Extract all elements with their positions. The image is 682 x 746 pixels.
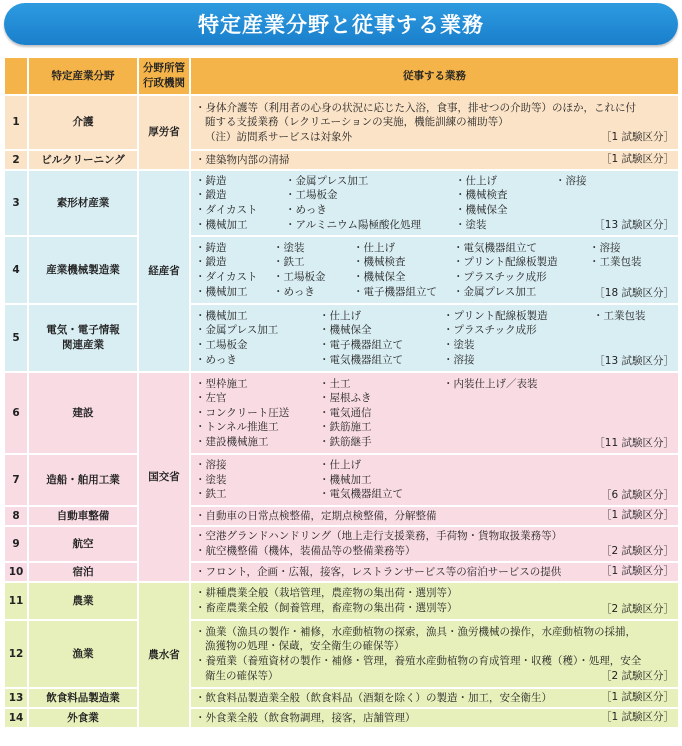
- duty-item: ・仕上げ: [319, 309, 361, 322]
- duty-line: ・自動車の日常点検整備，定期点検整備，分解整備: [195, 509, 437, 522]
- duty-line: ・身体介護等（利用者の心身の状況に応じた入浴，食事，排せつの介助等）のほか，これに付: [195, 101, 636, 114]
- duties-cell: [190, 582, 679, 620]
- duty-item: ・電気機器組立て: [319, 488, 403, 501]
- exam-count: ［2 試験区分］: [600, 603, 674, 616]
- duty-item: ・工業包装: [589, 256, 642, 269]
- duty-item: ・電気機器組立て: [319, 353, 403, 366]
- exam-count: ［1 試験区分］: [600, 509, 674, 522]
- row-number: 14: [4, 708, 28, 728]
- duty-line-with-exam: [195, 669, 674, 684]
- duty-item: ・めっき: [195, 353, 237, 366]
- table-row: [4, 562, 679, 582]
- duty-item: [593, 323, 674, 338]
- exam-count: ［1 試験区分］: [600, 565, 674, 578]
- duty-line: ・建築物内部の清掃: [195, 153, 290, 166]
- exam-count: ［1 試験区分］: [600, 691, 674, 704]
- field-name: 産業機械製造業: [28, 236, 138, 304]
- duty-line: ・耕種農業全般（栽培管理，農産物の集出荷・選別等）: [195, 587, 458, 600]
- duty-item: ・鉄工: [273, 256, 305, 269]
- duty-item: ・工場板金: [285, 189, 338, 202]
- duty-item: ・電子機器組立て: [319, 339, 403, 351]
- duty-item: [555, 203, 674, 218]
- duties-cell: [190, 304, 679, 372]
- duties-cell: [190, 708, 679, 728]
- duty-item: ・塗装: [195, 473, 227, 486]
- duty-item: ・鍛造: [195, 256, 227, 269]
- duty-item: ・プラスチック成形: [443, 324, 537, 337]
- duty-item: ・コンクリート圧送: [195, 406, 290, 419]
- table-row: [4, 170, 679, 236]
- duty-item: ・塗装: [443, 339, 475, 351]
- duty-item: ・屋根ふき: [319, 392, 372, 405]
- agency-mlit: 国交省: [138, 372, 190, 582]
- table-row: [4, 372, 679, 454]
- row-number: 7: [4, 454, 28, 506]
- header-no: [4, 57, 28, 95]
- field-name: 漁業: [28, 620, 138, 688]
- duty-item: ・工場板金: [273, 271, 326, 283]
- field-name: 飲食料品製造業: [28, 688, 138, 708]
- row-number: 8: [4, 506, 28, 526]
- field-name: 造船・舶用工業: [28, 454, 138, 506]
- duty-item: ・プラスチック成形: [453, 271, 547, 283]
- duty-item: [589, 270, 674, 285]
- duty-item: ・仕上げ: [319, 459, 361, 472]
- duty-line: 衛生の確保等）: [205, 669, 279, 682]
- page-title-bar: [4, 3, 678, 45]
- row-number: 5: [4, 304, 28, 372]
- field-name: 航空: [28, 526, 138, 562]
- duty-item: [593, 338, 674, 353]
- duty-line: 随する支援業務（レクリエーションの実施，機能訓練の補助等）: [205, 116, 509, 129]
- duty-item: ・電気通信: [319, 406, 372, 419]
- duty-item: ・プリント配線板製造: [443, 309, 548, 322]
- exam-count: ［2 試験区分］: [600, 545, 674, 558]
- duty-item: ・トンネル推進工: [195, 421, 279, 434]
- duty-item: ・金属プレス加工: [285, 174, 369, 187]
- duties-cell: [190, 526, 679, 562]
- duty-item: ・工業包装: [593, 309, 646, 322]
- duty-item: ・ダイカスト: [195, 204, 258, 216]
- duty-item: ・溶接: [555, 174, 587, 187]
- table-row: [4, 236, 679, 304]
- duties-cell: [190, 372, 679, 454]
- table-row: [4, 150, 679, 170]
- duty-line-with-exam: [195, 130, 674, 145]
- agency-mhlw: 厚労省: [138, 95, 190, 170]
- duties-cell: [190, 688, 679, 708]
- duty-item: ・溶接: [589, 241, 621, 254]
- duty-item: ・型枠施工: [195, 377, 248, 390]
- duty-line: ・養殖業（養殖資材の製作・補修・管理，養殖水産動植物の育成管理・収穫（穫）・処理，安全: [195, 655, 642, 667]
- exam-count: ［1 試験区分］: [600, 711, 674, 724]
- field-name: 宿泊: [28, 562, 138, 582]
- duties-cell: [190, 236, 679, 304]
- field-name: ビルクリーニング: [28, 150, 138, 170]
- exam-count: ［1 試験区分］: [600, 153, 674, 166]
- header-field: 特定産業分野: [28, 57, 138, 95]
- row-number: 10: [4, 562, 28, 582]
- duties-cell: [190, 95, 679, 150]
- duty-item: ・塗装: [455, 218, 487, 231]
- duty-item: ・溶接: [443, 353, 475, 366]
- row-number: 3: [4, 170, 28, 236]
- row-number: 13: [4, 688, 28, 708]
- duty-item: ・機械加工: [195, 285, 248, 298]
- duty-item: ・鋳造: [195, 174, 227, 187]
- duty-line: ・フロント，企画・広報，接客，レストランサービス等の宿泊サービスの提供: [195, 565, 562, 578]
- exam-count: ［11 試験区分］: [594, 437, 674, 450]
- duty-item: ・内装仕上げ／表装: [443, 377, 538, 390]
- duty-item: ・機械検査: [455, 189, 508, 202]
- duty-item: ・機械保全: [319, 324, 372, 337]
- duty-item: ・仕上げ: [353, 241, 395, 254]
- duty-line: ・漁業（漁具の製作・補修，水産動植物の探索，漁具・漁労機械の操作，水産動植物の採捕，: [195, 625, 636, 638]
- exam-count: ［13 試験区分］: [594, 219, 674, 232]
- duty-line: 漁獲物の処理・保蔵，安全衛生の確保等）: [205, 640, 405, 653]
- duty-item: ・溶接: [195, 459, 227, 472]
- header-duties: 従事する業務: [190, 57, 679, 95]
- duty-item: ・土工: [319, 377, 351, 390]
- field-name: 外食業: [28, 708, 138, 728]
- duty-line: ・外食業全般（飲食物調理，接客，店舗管理）: [195, 711, 416, 724]
- duty-line: ・空港グランドハンドリング（地上走行支援業務，手荷物・貨物取扱業務等）: [195, 530, 563, 543]
- duty-item: ・金属プレス加工: [453, 285, 537, 298]
- table-row: [4, 95, 679, 150]
- duties-cell: [190, 170, 679, 236]
- row-number: 12: [4, 620, 28, 688]
- table-row: [4, 304, 679, 372]
- exam-count: ［2 試験区分］: [600, 669, 674, 682]
- duty-item: ・アルミニウム陽極酸化処理: [285, 218, 421, 231]
- duty-item: ・鉄筋施工: [319, 421, 372, 434]
- duty-item: ・プリント配線板製造: [453, 256, 558, 269]
- duty-item: ・鋳造: [195, 241, 227, 254]
- duty-item: ・塗装: [273, 241, 305, 254]
- duty-line: ・飲食料品製造業全般（飲食料品（酒類を除く）の製造・加工，安全衛生）: [195, 691, 552, 704]
- industry-table: [3, 56, 680, 729]
- duties-cell: [190, 620, 679, 688]
- field-name: 自動車整備: [28, 506, 138, 526]
- duty-item: ・機械加工: [195, 218, 248, 231]
- duty-item: [555, 188, 674, 203]
- table-row: [4, 506, 679, 526]
- agency-maff: 農水省: [138, 582, 190, 728]
- duty-line: （注）訪問系サービスは対象外: [205, 130, 352, 143]
- row-number: 2: [4, 150, 28, 170]
- duty-item: ・鍛造: [195, 189, 227, 202]
- duty-item: ・仕上げ: [455, 174, 497, 187]
- page-title: 特定産業分野と従事する業務: [198, 13, 484, 37]
- exam-count: ［13 試験区分］: [594, 355, 674, 368]
- duty-item: ・めっき: [285, 204, 327, 216]
- duty-item: ・鉄工: [195, 488, 227, 501]
- duty-item: [443, 406, 674, 421]
- duty-item: ・電気機器組立て: [453, 241, 537, 254]
- duties-cell: [190, 454, 679, 506]
- table-row: [4, 582, 679, 620]
- field-name: 素形材産業: [28, 170, 138, 236]
- duty-item: ・機械加工: [319, 473, 372, 486]
- duty-item: ・ダイカスト: [195, 271, 258, 283]
- duty-item: [443, 420, 674, 435]
- table-row: [4, 708, 679, 728]
- agency-meti: 経産省: [138, 170, 190, 372]
- header-agency: 分野所管 行政機関: [138, 57, 190, 95]
- row-number: 1: [4, 95, 28, 150]
- duties-cell: [190, 562, 679, 582]
- field-name: 介護: [28, 95, 138, 150]
- duty-line: ・航空機整備（機体，装備品等の整備業務等）: [195, 545, 416, 557]
- duty-item: ・工場板金: [195, 339, 248, 351]
- duty-item: ・機械保全: [353, 271, 406, 283]
- duty-item: ・鉄筋継手: [319, 435, 372, 448]
- duty-item: ・金属プレス加工: [195, 324, 279, 337]
- duty-item: ・めっき: [273, 285, 315, 298]
- field-name: 農業: [28, 582, 138, 620]
- table-row: [4, 688, 679, 708]
- field-name: 建設: [28, 372, 138, 454]
- duty-item: ・電子機器組立て: [353, 285, 437, 298]
- duty-item: [443, 391, 674, 406]
- table-row: [4, 526, 679, 562]
- duties-cell: [190, 506, 679, 526]
- duty-item: ・左官: [195, 392, 227, 405]
- exam-count: ［1 試験区分］: [600, 130, 674, 143]
- row-number: 11: [4, 582, 28, 620]
- duty-item: ・機械保全: [455, 204, 508, 216]
- duties-cell: [190, 150, 679, 170]
- exam-count: ［6 試験区分］: [600, 489, 674, 502]
- table-header-row: [4, 57, 679, 95]
- row-number: 6: [4, 372, 28, 454]
- exam-count: ［18 試験区分］: [594, 287, 674, 300]
- row-number: 4: [4, 236, 28, 304]
- duty-item: ・機械検査: [353, 256, 406, 269]
- table-row: [4, 620, 679, 688]
- field-name: 電気・電子情報 関連産業: [28, 304, 138, 372]
- row-number: 9: [4, 526, 28, 562]
- duty-item: ・機械加工: [195, 309, 248, 322]
- duty-line: ・畜産農業全般（飼養管理，畜産物の集出荷・選別等）: [195, 602, 458, 614]
- table-row: [4, 454, 679, 506]
- duty-item: ・建設機械施工: [195, 435, 269, 448]
